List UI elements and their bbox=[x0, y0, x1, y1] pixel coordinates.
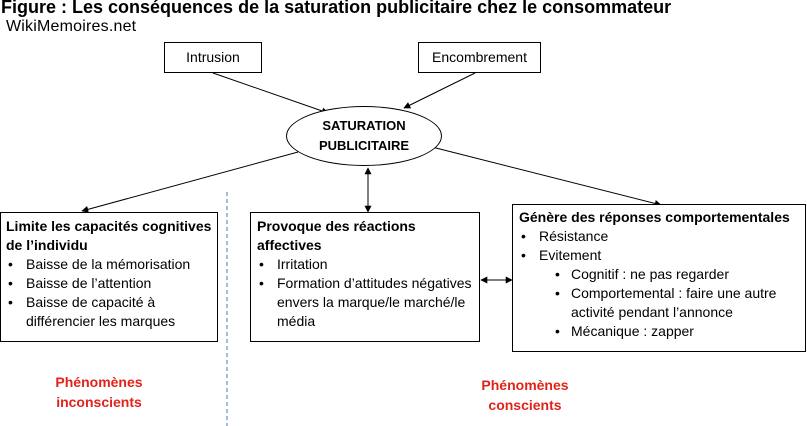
box-affective-list bbox=[257, 255, 475, 331]
box-behavioral-sublist bbox=[553, 265, 801, 341]
list-item: • Evitement bbox=[519, 246, 801, 265]
label-phenomenes-inconscients: Phénomènes inconscients bbox=[55, 374, 143, 410]
list-item: • Baisse de l’attention bbox=[6, 274, 213, 293]
box-behavioral-list bbox=[519, 227, 801, 265]
list-item: • Cognitif : ne pas regarder bbox=[553, 265, 801, 284]
watermark-text: WikiMemoires.net bbox=[6, 18, 137, 35]
list-item: • Résistance bbox=[519, 227, 801, 246]
list-item: • Baisse de la mémorisation bbox=[6, 255, 213, 274]
list-item: • Baisse de capacité à différencier les marques bbox=[6, 293, 213, 331]
arrow-intrusion-to-saturation bbox=[213, 73, 328, 113]
box-affective-title: Provoque des réactions affectives bbox=[257, 218, 416, 253]
saturation-line2: PUBLICITAIRE bbox=[318, 138, 410, 153]
list-item: • Comportemental : faire une autre activité pendant l’annonce bbox=[553, 284, 801, 322]
arrow-saturation-to-behavioral bbox=[432, 147, 661, 205]
list-item: • Irritation bbox=[257, 255, 475, 274]
label-phenomenes-conscients: Phénomènes conscients bbox=[481, 377, 569, 413]
saturation-line1: SATURATION bbox=[322, 118, 406, 133]
box-affective bbox=[250, 212, 480, 342]
box-cognitive-list bbox=[6, 255, 213, 331]
box-behavioral bbox=[512, 204, 806, 352]
box-behavioral-title: Génère des réponses comportementales bbox=[519, 209, 790, 225]
node-intrusion bbox=[164, 42, 262, 73]
node-saturation-publicitaire bbox=[286, 106, 442, 166]
box-cognitive-title: Limite les capacités cognitives de l’individu bbox=[6, 218, 212, 253]
node-encombrement-label: Encombrement bbox=[432, 49, 527, 65]
figure-title: Figure : Les conséquences de la saturation publicitaire chez le consommateur bbox=[1, 0, 672, 17]
arrow-encombrement-to-saturation bbox=[404, 73, 475, 108]
list-item: • Mécanique : zapper bbox=[553, 322, 801, 341]
node-encombrement bbox=[418, 42, 541, 73]
box-cognitive bbox=[0, 212, 218, 342]
list-item: • Formation d’attitudes négatives envers la marque/le marché/le média bbox=[257, 274, 475, 331]
arrow-saturation-to-cognitive bbox=[82, 152, 298, 211]
node-intrusion-label: Intrusion bbox=[186, 49, 240, 65]
